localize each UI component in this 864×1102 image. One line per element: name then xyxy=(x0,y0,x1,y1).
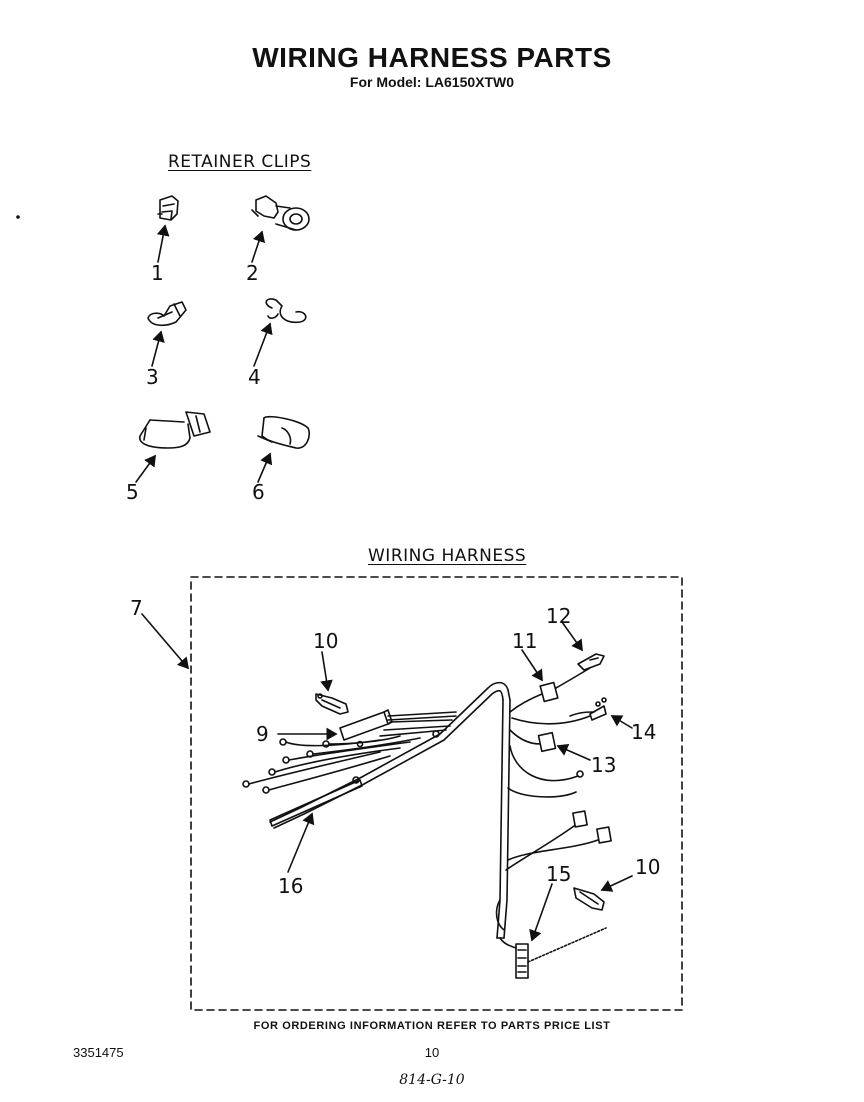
terminal-10-bottom xyxy=(574,888,604,910)
retainer-clip-5 xyxy=(140,412,210,448)
callout-4: 4 xyxy=(248,365,261,389)
callout-2: 2 xyxy=(246,261,259,285)
model-subtitle: For Model: LA6150XTW0 xyxy=(349,74,515,90)
leader-14 xyxy=(612,716,632,728)
leader-15 xyxy=(532,884,552,940)
terminal-12 xyxy=(578,654,604,670)
callout-9: 9 xyxy=(256,722,269,746)
retainer-clip-3 xyxy=(148,302,186,325)
callout-10-bottom: 10 xyxy=(635,855,661,879)
leader-11 xyxy=(522,650,542,680)
document-number: 3351475 xyxy=(73,1045,124,1060)
leader-13 xyxy=(558,746,590,760)
wiring-harness-heading: WIRING HARNESS xyxy=(368,546,527,566)
callout-15: 15 xyxy=(546,862,572,886)
callout-7: 7 xyxy=(130,596,143,620)
harness-sleeve-16 xyxy=(270,731,439,826)
callout-10-top: 10 xyxy=(313,629,339,653)
terminal-10-top xyxy=(316,694,348,714)
callout-12: 12 xyxy=(546,604,572,628)
retainer-clip-6 xyxy=(258,417,309,448)
leader-12 xyxy=(562,622,582,650)
connector-11 xyxy=(510,668,590,724)
leader-5 xyxy=(136,456,155,482)
retainer-clips-heading: RETAINER CLIPS xyxy=(168,152,312,172)
callout-16: 16 xyxy=(278,874,304,898)
callout-14: 14 xyxy=(631,720,657,744)
harness-wire-fan xyxy=(380,712,456,736)
leader-10-bottom xyxy=(602,876,632,890)
page-title: WIRING HARNESS PARTS xyxy=(252,42,612,73)
callout-13: 13 xyxy=(591,753,617,777)
ring-terminal-wires xyxy=(243,736,420,793)
callout-5: 5 xyxy=(126,480,139,504)
retainer-clip-1 xyxy=(158,196,178,220)
callout-1: 1 xyxy=(151,261,164,285)
leader-2 xyxy=(252,232,262,262)
leader-7 xyxy=(142,614,188,668)
leader-16 xyxy=(288,814,312,872)
leader-1 xyxy=(158,226,165,262)
connector-13 xyxy=(510,730,583,781)
retainer-clip-2 xyxy=(252,196,309,230)
stray-dot xyxy=(17,216,19,218)
leader-10-top xyxy=(322,652,328,690)
callout-11: 11 xyxy=(512,629,538,653)
leader-3 xyxy=(152,332,161,366)
handwritten-code: 814-G-10 xyxy=(399,1072,465,1088)
leader-6 xyxy=(258,454,270,482)
callout-3: 3 xyxy=(146,365,159,389)
lower-right-connectors xyxy=(506,788,611,870)
leader-4 xyxy=(254,324,270,366)
ordering-note: FOR ORDERING INFORMATION REFER TO PARTS PRICE LIST xyxy=(253,1020,611,1032)
callout-6: 6 xyxy=(252,480,265,504)
connector-15 xyxy=(500,928,606,978)
retainer-clip-4 xyxy=(266,299,306,322)
page-number: 10 xyxy=(424,1045,440,1060)
